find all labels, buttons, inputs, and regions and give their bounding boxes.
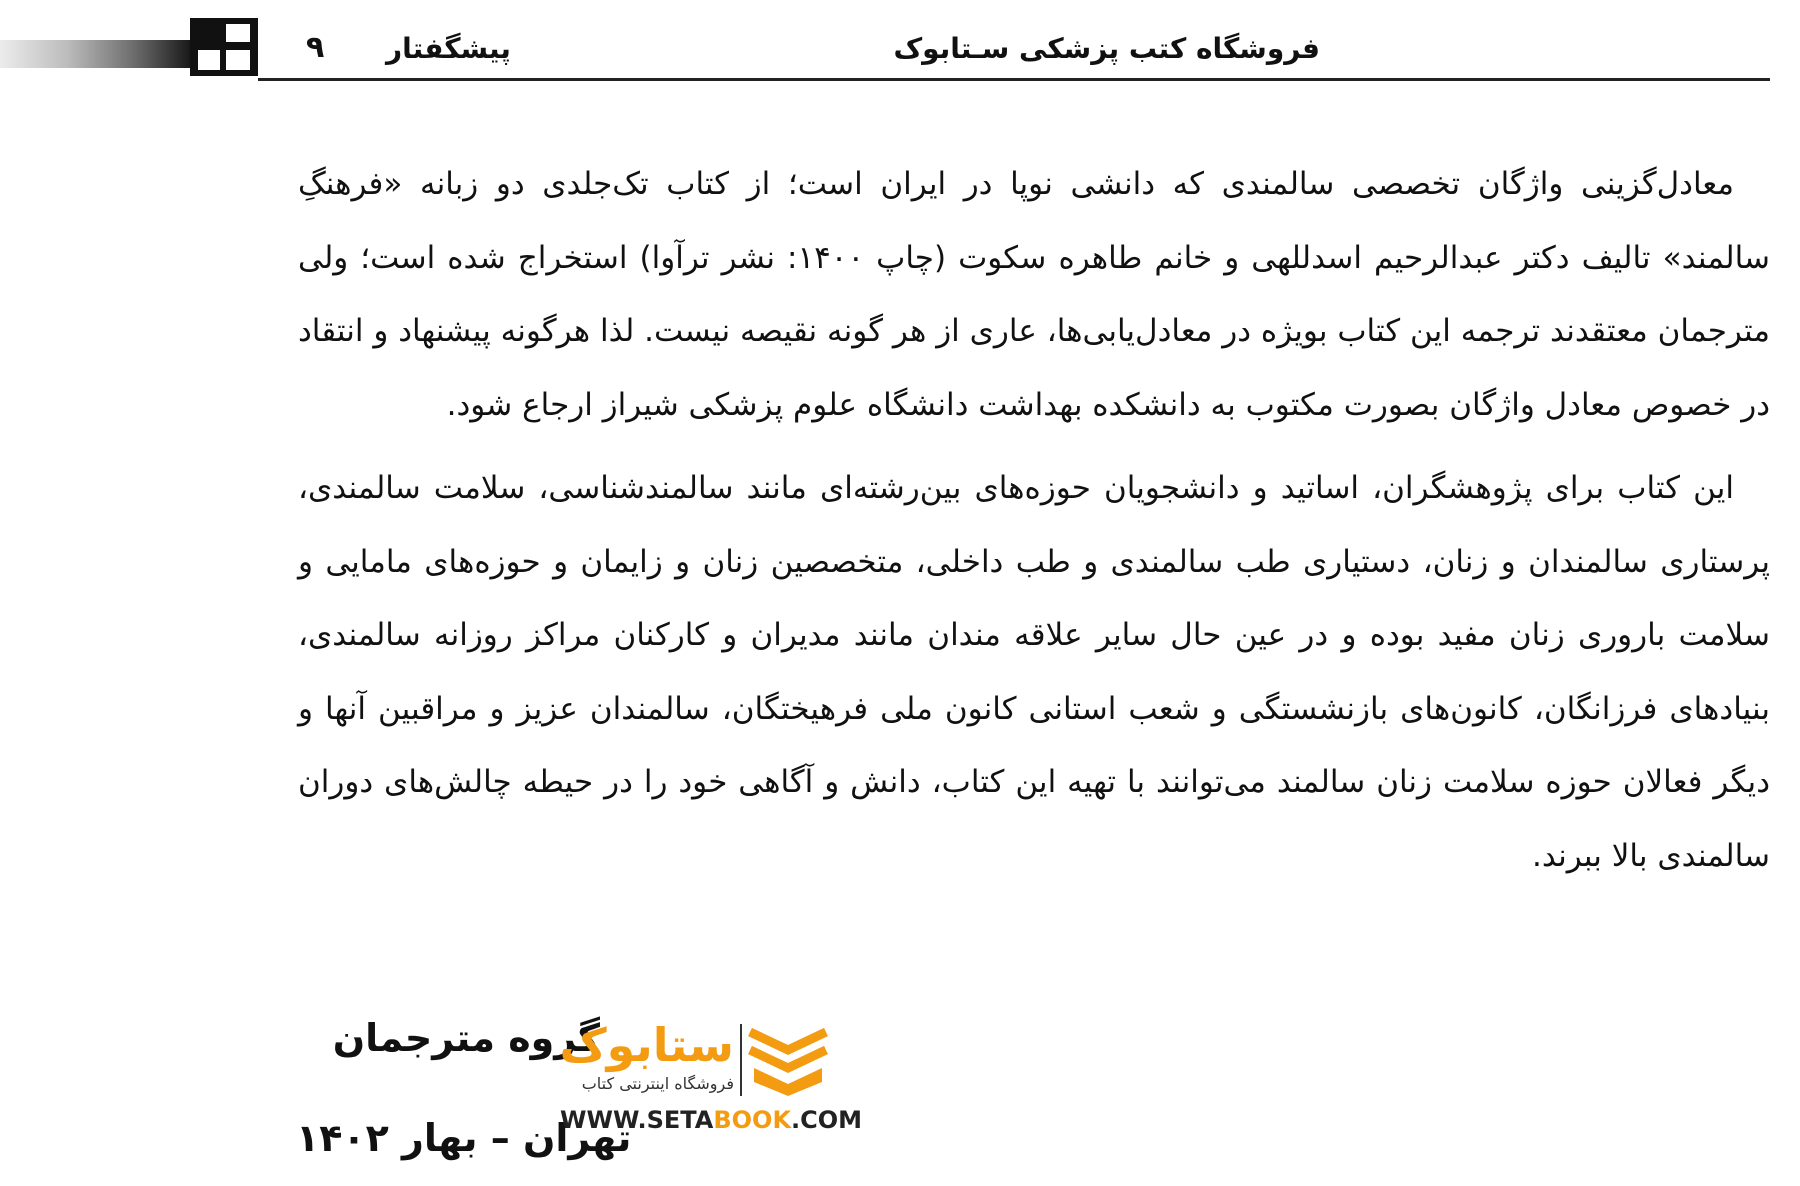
ornament-square	[226, 24, 250, 42]
logo-divider	[740, 1024, 742, 1096]
logo-subtitle: فروشگاه اینترنتی کتاب	[581, 1074, 734, 1093]
book-logo-icon	[746, 1022, 830, 1098]
place-date: تهران – بهار ۱۴۰۲	[296, 1116, 632, 1160]
store-title: فروشگاه کتب پزشکی سـتابوک	[893, 32, 1320, 65]
section-title: پیشگفتار	[386, 32, 511, 65]
paragraph: معادل‌گزینی واژگان تخصصی سالمندی که دانشی نوپا در ایران است؛ از کتاب تک‌جلدی دو زبانه «فرهنگِ سالمند» تالیف دکتر عبدالرحیم اسدللهی و خانم طاهره سکوت (چاپ ۱۴۰۰: نشر ترآوا) استخراج شده است؛ ولی مترجمان معتقدند ترجمه این کتاب بویژه در معادل‌یابی‌ها، عاری از هر گونه نقیصه نیست. لذا هرگونه پیشنهاد و انتقاد در خصوص معادل واژگان بصورت مکتوب به دانشکده بهداشت دانشگاه علوم پزشکی شیراز ارجاع شود.	[298, 166, 1770, 423]
watermark-logo	[550, 1018, 863, 1134]
header-gradient-bar	[0, 40, 190, 68]
header-squares-ornament	[190, 18, 258, 76]
header-rule	[258, 78, 1770, 81]
page-content	[298, 148, 1770, 893]
page-header	[0, 0, 1800, 82]
page-number: ۹	[306, 30, 325, 65]
paragraph: این کتاب برای پژوهشگران، اساتید و دانشجویان حوزه‌های بین‌رشته‌ای مانند سالمندشناسی، سلامت سالمندی، پرستاری سالمندان و زنان، دستیاری طب سالمندی و طب داخلی، متخصصین زنان و زایمان و حوزه‌های مامایی و سلامت باروری زنان مفید بوده و در عین حال سایر علاقه مندان مانند مدیران و کارکنان مراکز روزانه سالمندی، بنیادهای فرزانگان، کانون‌های بازنشستگی و شعب استانی کانون ملی فرهیختگان، سالمندان عزیز و مراقبین آنها و دیگر فعالان حوزه سلامت زنان سالمند می‌توانند با تهیه این کتاب، دانش و آگاهی خود را در حیطه چالش‌های دوران سالمندی بالا ببرند.	[298, 470, 1770, 874]
logo-brand: ستابوک	[559, 1018, 734, 1072]
logo-url-suffix: .COM	[791, 1106, 863, 1134]
logo-url	[560, 1106, 863, 1134]
logo-url-prefix: WWW.SETA	[560, 1106, 714, 1134]
ornament-square	[226, 50, 250, 70]
signature: گروه مترجمان	[332, 1016, 600, 1060]
ornament-square	[198, 50, 220, 70]
logo-url-accent: BOOK	[713, 1106, 792, 1134]
